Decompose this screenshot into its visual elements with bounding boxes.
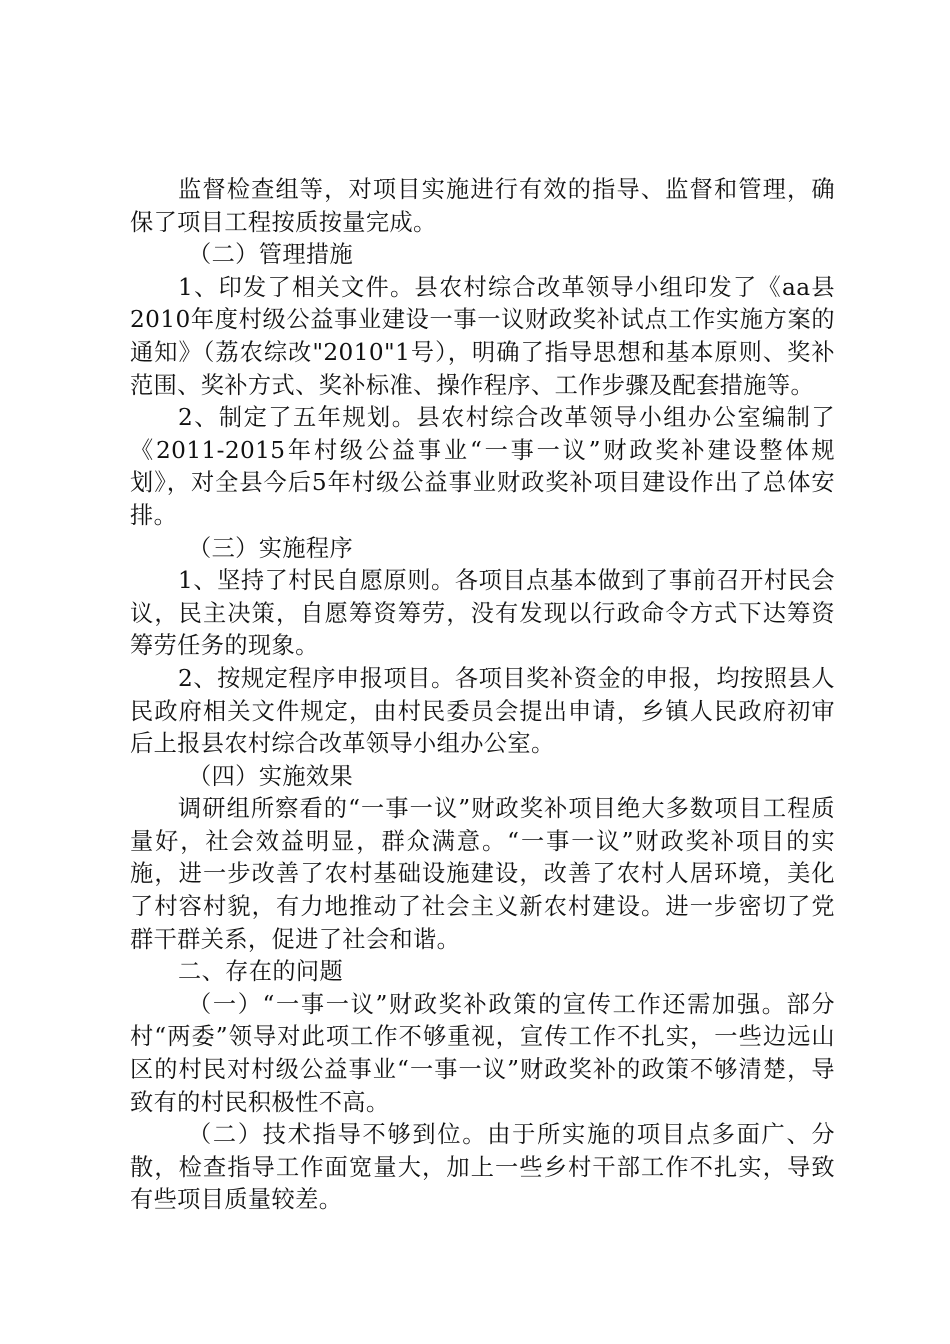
paragraph-voluntary-principle: 1、坚持了村民自愿原则。各项目点基本做到了事前召开村民会议，民主决策，自愿筹资筹劳，没有发现以行政命令方式下达筹资筹劳任务的现象。 <box>130 567 835 660</box>
paragraph-project-application: 2、按规定程序申报项目。各项目奖补资金的申报，均按照县人民政府相关文件规定，由村民委员会提出申请，乡镇人民政府初审后上报县农村综合改革领导小组办公室。 <box>130 664 835 758</box>
paragraph-problem-publicity: （一）“一事一议”财政奖补政策的宣传工作还需加强。部分村“两委”领导对此项工作不够重视，宣传工作不扎实，一些边远山区的村民对村级公益事业“一事一议”财政奖补的政策不够清楚，导致有的村民积极性不高。 <box>130 990 835 1116</box>
paragraph-supervision: 监督检查组等，对项目实施进行有效的指导、监督和管理，确保了项目工程按质按量完成。 <box>130 176 835 236</box>
section-heading-implementation-procedure: （三）实施程序 <box>188 534 354 562</box>
document-body <box>130 174 835 1217</box>
section-heading-management-measures: （二）管理措施 <box>188 241 354 269</box>
paragraph-problem-technical-guidance: （二）技术指导不够到位。由于所实施的项目点多面广、分散，检查指导工作面宽量大，加上一些乡村干部工作不扎实，导致有些项目质量较差。 <box>130 1121 835 1214</box>
section-heading-existing-problems: 二、存在的问题 <box>178 958 344 986</box>
paragraph-issued-documents: 1、印发了相关文件。县农村综合改革领导小组印发了《aa县2010年度村级公益事业建设一事一议财政奖补试点工作实施方案的通知》（荔农综改"2010"1号），明确了指导思想和基本原则、奖补范围、奖补方式、奖补标准、操作程序、工作步骤及配套措施等。 <box>130 273 835 399</box>
paragraph-effect-description: 调研组所察看的“一事一议”财政奖补项目绝大多数项目工程质量好，社会效益明显，群众满意。“一事一议”财政奖补项目的实施，进一步改善了农村基础设施建设，改善了农村人居环境，美化了村容村貌，有力地推动了社会主义新农村建设。进一步密切了党群干群关系，促进了社会和谐。 <box>130 795 835 953</box>
paragraph-five-year-plan: 2、制定了五年规划。县农村综合改革领导小组办公室编制了《2011-2015年村级公益事业“一事一议”财政奖补建设整体规划》，对全县今后5年村级公益事业财政奖补项目建设作出了总体安排。 <box>130 404 835 529</box>
section-heading-implementation-effect: （四）实施效果 <box>188 762 354 790</box>
